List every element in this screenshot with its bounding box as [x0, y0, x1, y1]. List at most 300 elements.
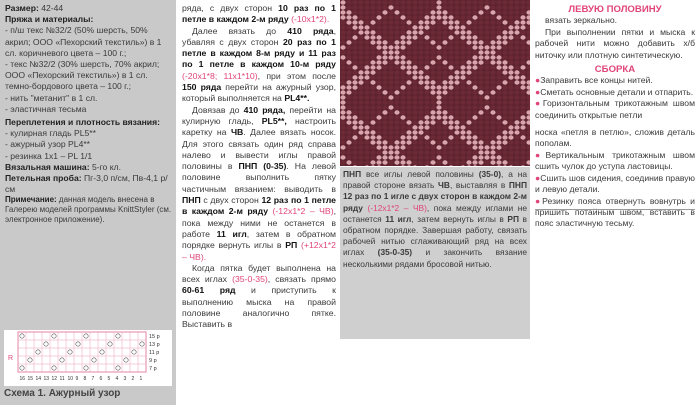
knit-stitch [382, 135, 387, 139]
knit-stitch [460, 155, 465, 159]
knit-stitch [430, 95, 435, 99]
text-bold: ЧВ [438, 180, 450, 191]
knit-stitch [490, 115, 495, 119]
text-span: Далее вязать до [192, 25, 288, 36]
knit-stitch [484, 5, 489, 9]
knit-stitch [460, 10, 465, 14]
knit-stitch [496, 45, 501, 49]
knit-stitch [466, 55, 471, 59]
knit-stitch [448, 120, 453, 124]
knit-stitch [436, 130, 441, 134]
knit-stitch [484, 135, 489, 139]
knit-stitch [430, 140, 435, 144]
knit-stitch [520, 120, 525, 124]
knit-stitch [490, 145, 495, 149]
knit-stitch [406, 120, 411, 124]
text-span: перейти на ажурный узор, который выполняется на [182, 82, 337, 104]
knit-stitch [502, 70, 507, 74]
knit-stitch [358, 0, 363, 4]
knit-stitch [352, 30, 357, 34]
knit-stitch [466, 130, 471, 134]
knit-stitch [394, 80, 399, 84]
text-bold: ПНП (0-35) [238, 161, 287, 172]
knit-stitch [490, 20, 495, 24]
knit-stitch [430, 30, 435, 34]
knit-stitch [388, 80, 393, 84]
knit-stitch [400, 65, 405, 69]
knit-stitch [400, 55, 405, 59]
knit-stitch [472, 65, 477, 69]
text-bold: 150 ряда [182, 82, 222, 93]
knit-stitch [388, 40, 393, 44]
knit-stitch [472, 125, 477, 129]
chart-column-number: 11 [59, 376, 65, 382]
knit-stitch [436, 65, 441, 69]
knit-stitch [478, 145, 483, 149]
knit-stitch [424, 120, 429, 124]
knit-stitch [454, 40, 459, 44]
knit-stitch [358, 30, 363, 34]
knit-stitch [430, 110, 435, 114]
knit-stitch [484, 145, 489, 149]
knit-stitch [436, 50, 441, 54]
knit-stitch [424, 140, 429, 144]
text-bold: 60-61 ряд [182, 285, 236, 296]
knit-stitch [460, 35, 465, 39]
knit-stitch [508, 20, 513, 24]
knit-stitch [466, 75, 471, 79]
knit-stitch [448, 45, 453, 49]
knit-stitch [412, 40, 417, 44]
knit-stitch [346, 0, 351, 4]
knit-stitch [514, 155, 519, 159]
knit-stitch [382, 90, 387, 94]
knit-stitch [472, 30, 477, 34]
knit-stitch [478, 70, 483, 74]
knit-stitch [478, 45, 483, 49]
knit-stitch [448, 40, 453, 44]
knit-stitch [496, 65, 501, 69]
knit-stitch [502, 145, 507, 149]
chart-caption: Схема 1. Ажурный узор [4, 388, 121, 399]
knit-stitch [364, 70, 369, 74]
knit-stitch [376, 45, 381, 49]
knit-stitch [466, 20, 471, 24]
knit-stitch [484, 55, 489, 59]
knit-stitch [400, 135, 405, 139]
knit-stitch [514, 95, 519, 99]
knit-stitch [442, 85, 447, 89]
knit-stitch [340, 40, 345, 44]
knit-stitch [376, 40, 381, 44]
knit-stitch [466, 110, 471, 114]
knit-stitch [376, 140, 381, 144]
knit-stitch [370, 130, 375, 134]
knit-stitch [430, 145, 435, 149]
knit-stitch [418, 155, 423, 159]
knit-stitch [520, 155, 525, 159]
knit-stitch [490, 45, 495, 49]
knit-stitch [340, 20, 345, 24]
knit-stitch [418, 25, 423, 29]
knit-stitch [406, 140, 411, 144]
knit-stitch [472, 45, 477, 49]
knit-stitch [358, 160, 363, 164]
knit-stitch [484, 125, 489, 129]
knit-stitch [454, 100, 459, 104]
knit-stitch [376, 20, 381, 24]
knit-stitch [484, 70, 489, 74]
knit-stitch [382, 95, 387, 99]
knit-stitch [352, 130, 357, 134]
knit-stitch [460, 40, 465, 44]
knit-stitch [424, 95, 429, 99]
knit-stitch [508, 75, 513, 79]
knit-stitch [484, 100, 489, 104]
knit-stitch [400, 80, 405, 84]
knit-stitch [484, 15, 489, 19]
knit-stitch [406, 60, 411, 64]
knit-stitch [502, 55, 507, 59]
chart-column-number: 9 [75, 376, 79, 382]
knit-stitch [364, 25, 369, 29]
knit-stitch [508, 65, 513, 69]
knit-stitch [364, 120, 369, 124]
knit-stitch [478, 40, 483, 44]
knit-stitch [340, 55, 345, 59]
knit-stitch [502, 20, 507, 24]
knit-stitch [520, 15, 525, 19]
knit-stitch [496, 120, 501, 124]
knit-stitch [484, 25, 489, 29]
knit-stitch [406, 15, 411, 19]
knit-stitch [496, 75, 501, 79]
knit-stitch [502, 75, 507, 79]
knit-stitch [394, 35, 399, 39]
knit-stitch [412, 50, 417, 54]
knit-stitch [478, 75, 483, 79]
knit-stitch [418, 145, 423, 149]
knit-stitch [382, 105, 387, 109]
knit-stitch [388, 70, 393, 74]
knit-stitch [370, 150, 375, 154]
knit-stitch [382, 155, 387, 159]
knit-stitch [424, 30, 429, 34]
knit-stitch [346, 30, 351, 34]
knit-stitch [502, 85, 507, 89]
knit-stitch [448, 65, 453, 69]
knit-stitch [346, 50, 351, 54]
knit-stitch [418, 100, 423, 104]
knit-stitch [430, 40, 435, 44]
knit-stitch [472, 140, 477, 144]
knit-stitch [400, 35, 405, 39]
knit-stitch [520, 110, 525, 114]
knit-stitch [418, 30, 423, 34]
knit-stitch [418, 105, 423, 109]
knit-stitch [490, 50, 495, 54]
knit-stitch [448, 95, 453, 99]
knit-stitch [388, 35, 393, 39]
knit-stitch [352, 80, 357, 84]
knit-stitch [400, 45, 405, 49]
knit-stitch [430, 50, 435, 54]
knit-stitch [394, 70, 399, 74]
knit-stitch [502, 105, 507, 109]
knit-stitch [418, 95, 423, 99]
knit-stitch [424, 25, 429, 29]
knit-stitch [514, 80, 519, 84]
knit-stitch [364, 20, 369, 24]
knit-stitch [484, 40, 489, 44]
knit-stitch [376, 150, 381, 154]
knit-stitch [442, 110, 447, 114]
instructions-column-3 [340, 167, 530, 339]
knit-stitch [424, 10, 429, 14]
knit-stitch [496, 55, 501, 59]
knit-stitch [490, 90, 495, 94]
knit-stitch [346, 45, 351, 49]
knit-stitch [496, 85, 501, 89]
chart-column-number: 15 [27, 376, 34, 382]
knit-stitch [388, 75, 393, 79]
knit-stitch [496, 10, 501, 14]
knit-stitch [424, 90, 429, 94]
knit-stitch [412, 0, 417, 4]
chart-row-label: 7 р [149, 366, 157, 372]
knit-stitch [466, 125, 471, 129]
knit-stitch [376, 60, 381, 64]
knit-stitch [406, 40, 411, 44]
knit-stitch [400, 10, 405, 14]
knit-stitch [478, 15, 483, 19]
knit-stitch [370, 35, 375, 39]
knit-stitch [376, 90, 381, 94]
knit-stitch [352, 115, 357, 119]
knit-stitch [472, 130, 477, 134]
knit-stitch [370, 140, 375, 144]
text-span: , а на правой стороне вязать [343, 169, 528, 191]
text-bold: 10 раз по 1 петле в каждом 2-м ряду [182, 3, 337, 25]
knit-stitch [508, 125, 513, 129]
knit-stitch [340, 90, 345, 94]
knit-stitch [430, 85, 435, 89]
yarn-line: - нить "метанит" в 1 сл. [5, 92, 98, 103]
knit-stitch [424, 20, 429, 24]
knit-stitch [496, 0, 501, 4]
chart-column-number: 4 [115, 376, 119, 382]
knit-stitch [514, 100, 519, 104]
knit-stitch [514, 70, 519, 74]
knit-stitch [346, 65, 351, 69]
knit-stitch [412, 10, 417, 14]
knit-stitch [460, 75, 465, 79]
knit-stitch [508, 80, 513, 84]
text-bold: ЧВ [230, 127, 244, 138]
yarn-heading: Пряжа и материалы: [5, 14, 94, 25]
text-bold: 410 ряда, [243, 104, 286, 115]
knit-stitch [352, 155, 357, 159]
knit-stitch [400, 5, 405, 9]
knit-stitch [442, 145, 447, 149]
knit-stitch [466, 120, 471, 124]
knit-stitch [430, 10, 435, 14]
knit-stitch [454, 80, 459, 84]
knit-stitch [484, 85, 489, 89]
knit-stitch [382, 25, 387, 29]
machine-value: 5-го кл. [89, 161, 121, 172]
knit-stitch [352, 25, 357, 29]
knit-stitch [412, 75, 417, 79]
knit-stitch [520, 40, 525, 44]
knit-stitch [478, 0, 483, 4]
knit-stitch [490, 130, 495, 134]
knit-stitch [424, 135, 429, 139]
knit-stitch [352, 0, 357, 4]
knit-stitch [370, 55, 375, 59]
knit-stitch [352, 145, 357, 149]
knit-stitch [436, 10, 441, 14]
knit-stitch [346, 60, 351, 64]
knit-stitch [472, 25, 477, 29]
knit-stitch [364, 150, 369, 154]
knit-stitch [340, 155, 345, 159]
knit-stitch [358, 130, 363, 134]
knit-stitch [442, 80, 447, 84]
knit-stitch [346, 100, 351, 104]
knit-stitch [382, 130, 387, 134]
knit-stitch [412, 150, 417, 154]
knit-stitch [394, 5, 399, 9]
knit-stitch [490, 110, 495, 114]
knit-stitch [448, 155, 453, 159]
knit-stitch [472, 90, 477, 94]
knit-stitch [430, 90, 435, 94]
knit-stitch [520, 100, 525, 104]
knit-stitch [370, 95, 375, 99]
knit-stitch [508, 115, 513, 119]
knit-stitch [454, 110, 459, 114]
knit-stitch [430, 115, 435, 119]
knit-stitch [466, 85, 471, 89]
knit-stitch [448, 130, 453, 134]
knit-stitch [496, 160, 501, 164]
knit-stitch [370, 160, 375, 164]
knit-stitch [400, 105, 405, 109]
knit-stitch [454, 140, 459, 144]
knit-stitch [472, 85, 477, 89]
knit-stitch [364, 135, 369, 139]
knit-stitch [376, 100, 381, 104]
chart-grid [4, 330, 172, 386]
knit-stitch [496, 95, 501, 99]
knit-stitch [490, 100, 495, 104]
knit-stitch [352, 55, 357, 59]
knit-stitch [508, 85, 513, 89]
knit-stitch [460, 15, 465, 19]
knit-stitch [442, 30, 447, 34]
knit-stitch [520, 140, 525, 144]
knit-stitch [370, 90, 375, 94]
knit-stitch [382, 120, 387, 124]
knit-stitch [346, 135, 351, 139]
knit-stitch [364, 145, 369, 149]
knit-stitch [418, 5, 423, 9]
text-span: Довязав до [192, 104, 244, 115]
knit-stitch [376, 65, 381, 69]
knit-stitch [472, 120, 477, 124]
knit-stitch [514, 145, 519, 149]
knit-stitch [466, 5, 471, 9]
knit-stitch [514, 50, 519, 54]
knit-stitch [454, 65, 459, 69]
knit-stitch [508, 140, 513, 144]
knit-stitch [352, 90, 357, 94]
knit-stitch [454, 125, 459, 129]
knit-stitch [448, 85, 453, 89]
knit-stitch [454, 35, 459, 39]
knit-stitch [340, 5, 345, 9]
knit-stitch [454, 135, 459, 139]
knit-stitch [364, 30, 369, 34]
knit-stitch [460, 95, 465, 99]
knit-stitch [382, 5, 387, 9]
knit-stitch [490, 30, 495, 34]
knit-stitch [472, 160, 477, 164]
knit-stitch [478, 65, 483, 69]
knit-stitch [454, 145, 459, 149]
knit-stitch [514, 30, 519, 34]
knit-stitch [346, 75, 351, 79]
text-bold: 12 раз по 1 петле в каждом 2-м ряду [182, 195, 337, 217]
knit-stitch [442, 65, 447, 69]
knit-stitch [436, 135, 441, 139]
knit-stitch [448, 100, 453, 104]
knit-stitch [442, 40, 447, 44]
knit-stitch [394, 110, 399, 114]
knit-stitch [436, 75, 441, 79]
knit-stitch [484, 45, 489, 49]
text-formula: (+12х1*2 – ЧВ). [182, 240, 336, 262]
knit-stitch [490, 0, 495, 4]
knit-stitch [412, 130, 417, 134]
knit-stitch [472, 75, 477, 79]
knit-stitch [448, 15, 453, 19]
text-formula: (35-0-35) [232, 274, 268, 285]
knit-stitch [364, 15, 369, 19]
knit-stitch [406, 10, 411, 14]
knit-stitch [394, 0, 399, 4]
bullet-text: Сшить шов сидения, соединив правую и левую детали. [535, 172, 695, 195]
knit-stitch [412, 15, 417, 19]
knit-stitch [382, 55, 387, 59]
knit-stitch [406, 20, 411, 24]
knit-stitch [436, 150, 441, 154]
knit-stitch [520, 0, 525, 4]
knit-stitch [412, 65, 417, 69]
knit-stitch [382, 10, 387, 14]
knit-stitch [424, 45, 429, 49]
knit-stitch [460, 130, 465, 134]
knit-stitch [418, 120, 423, 124]
note-label: Примечание: [5, 195, 57, 205]
knit-stitch [358, 65, 363, 69]
knit-stitch [460, 60, 465, 64]
knit-stitch [502, 160, 507, 164]
knit-stitch [418, 65, 423, 69]
knit-stitch [400, 15, 405, 19]
bullet-text: Заправить все концы нитей. [540, 75, 653, 86]
